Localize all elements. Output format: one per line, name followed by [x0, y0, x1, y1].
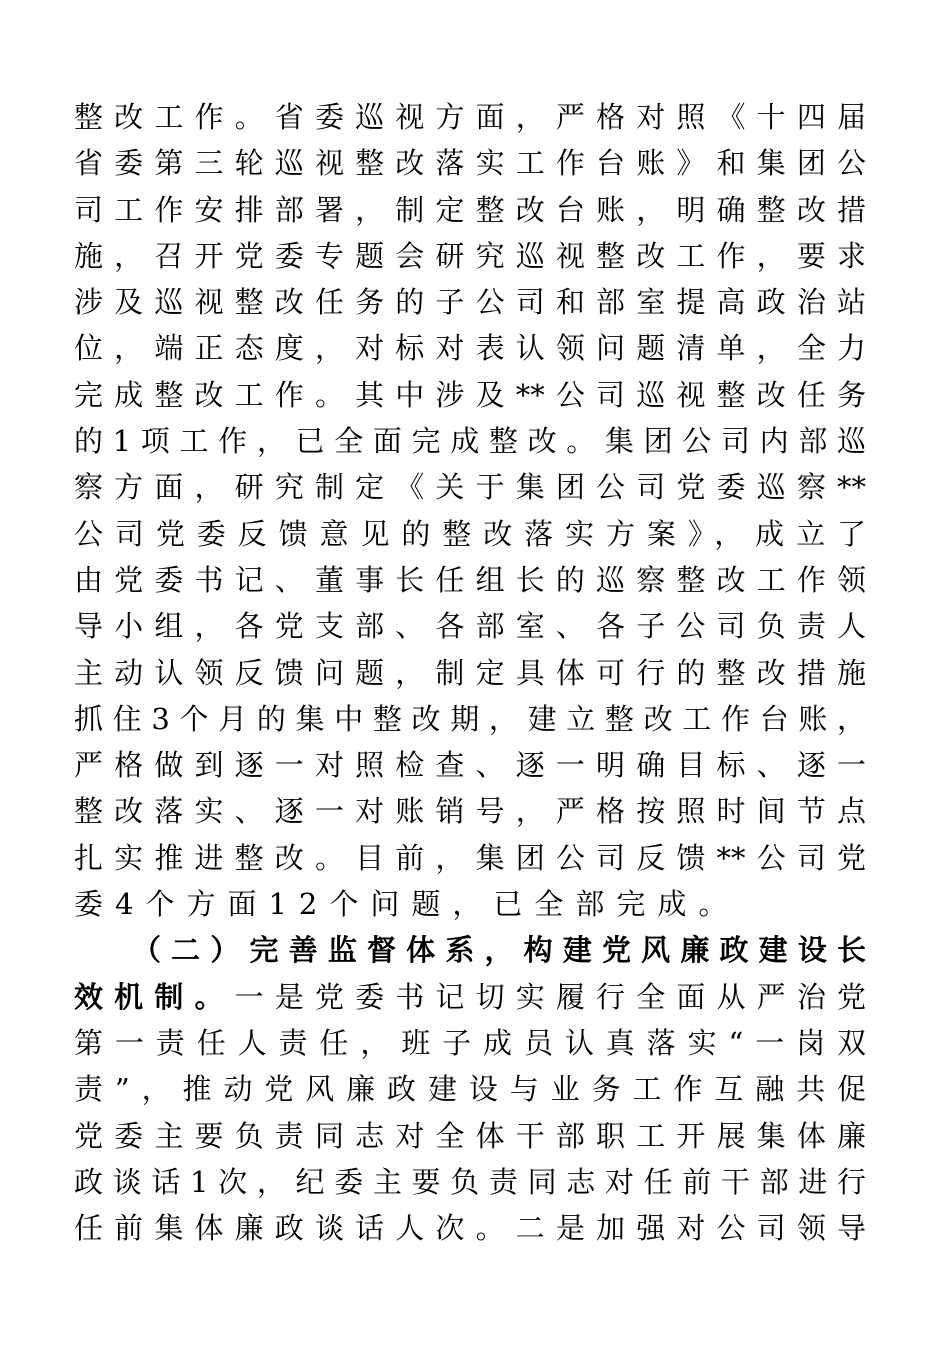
text-line: 整改落实、逐一对账销号，严格按照时间节点: [74, 794, 866, 829]
text-line: [74, 974, 866, 1020]
section-heading: （二）完善监督体系，构建党风廉政建设长: [132, 933, 866, 968]
text-span: 一是党委书记切实履行全面从严治党: [234, 979, 866, 1014]
document-page: [74, 94, 866, 1251]
text-line: 任前集体廉政谈话人次。二是加强对公司领导: [74, 1211, 866, 1246]
paragraph-supervision: [74, 927, 866, 1251]
section-heading-end: 效机制。: [74, 979, 235, 1014]
text-line: 第一责任人责任，班子成员认真落实“一岗双: [74, 1025, 866, 1060]
text-line: 扎实推进整改。目前，集团公司反馈**公司党: [74, 840, 866, 875]
text-line: 党委主要负责同志对全体干部职工开展集体廉: [74, 1118, 866, 1153]
text-line: 严格做到逐一对照检查、逐一明确目标、逐一: [74, 748, 866, 783]
text-line: 公司党委反馈意见的整改落实方案》，成立了: [74, 516, 866, 551]
text-line: 察方面，研究制定《关于集团公司党委巡察**: [74, 470, 866, 505]
text-line: 的1项工作，已全面完成整改。集团公司内部巡: [74, 424, 866, 459]
text-line: 位，端正态度，对标对表认领问题清单，全力: [74, 331, 866, 366]
text-line: 政谈话1次，纪委主要负责同志对任前干部进行: [74, 1164, 866, 1199]
paragraph-rectification: [74, 94, 866, 927]
text-line: 省委第三轮巡视整改落实工作台账》和集团公: [74, 146, 866, 181]
text-line: 由党委书记、董事长任组长的巡察整改工作领: [74, 562, 866, 597]
text-line: 责”，推动党风廉政建设与业务工作互融共促: [74, 1072, 866, 1107]
text-line: 导小组，各党支部、各部室、各子公司负责人: [74, 609, 866, 644]
text-line: 主动认领反馈问题，制定具体可行的整改措施: [74, 655, 866, 690]
text-line: 完成整改工作。其中涉及**公司巡视整改任务: [74, 377, 866, 412]
text-line: 抓住3个月的集中整改期，建立整改工作台账，: [74, 701, 866, 736]
text-line: 整改工作。省委巡视方面，严格对照《十四届: [74, 100, 866, 134]
text-line: 司工作安排部署，制定整改台账，明确整改措: [74, 192, 866, 227]
text-line: 委4个方面12个问题，已全部完成。: [74, 887, 740, 922]
text-line: 涉及巡视整改任务的子公司和部室提高政治站: [74, 285, 866, 320]
text-line: 施，召开党委专题会研究巡视整改工作，要求: [74, 238, 866, 273]
